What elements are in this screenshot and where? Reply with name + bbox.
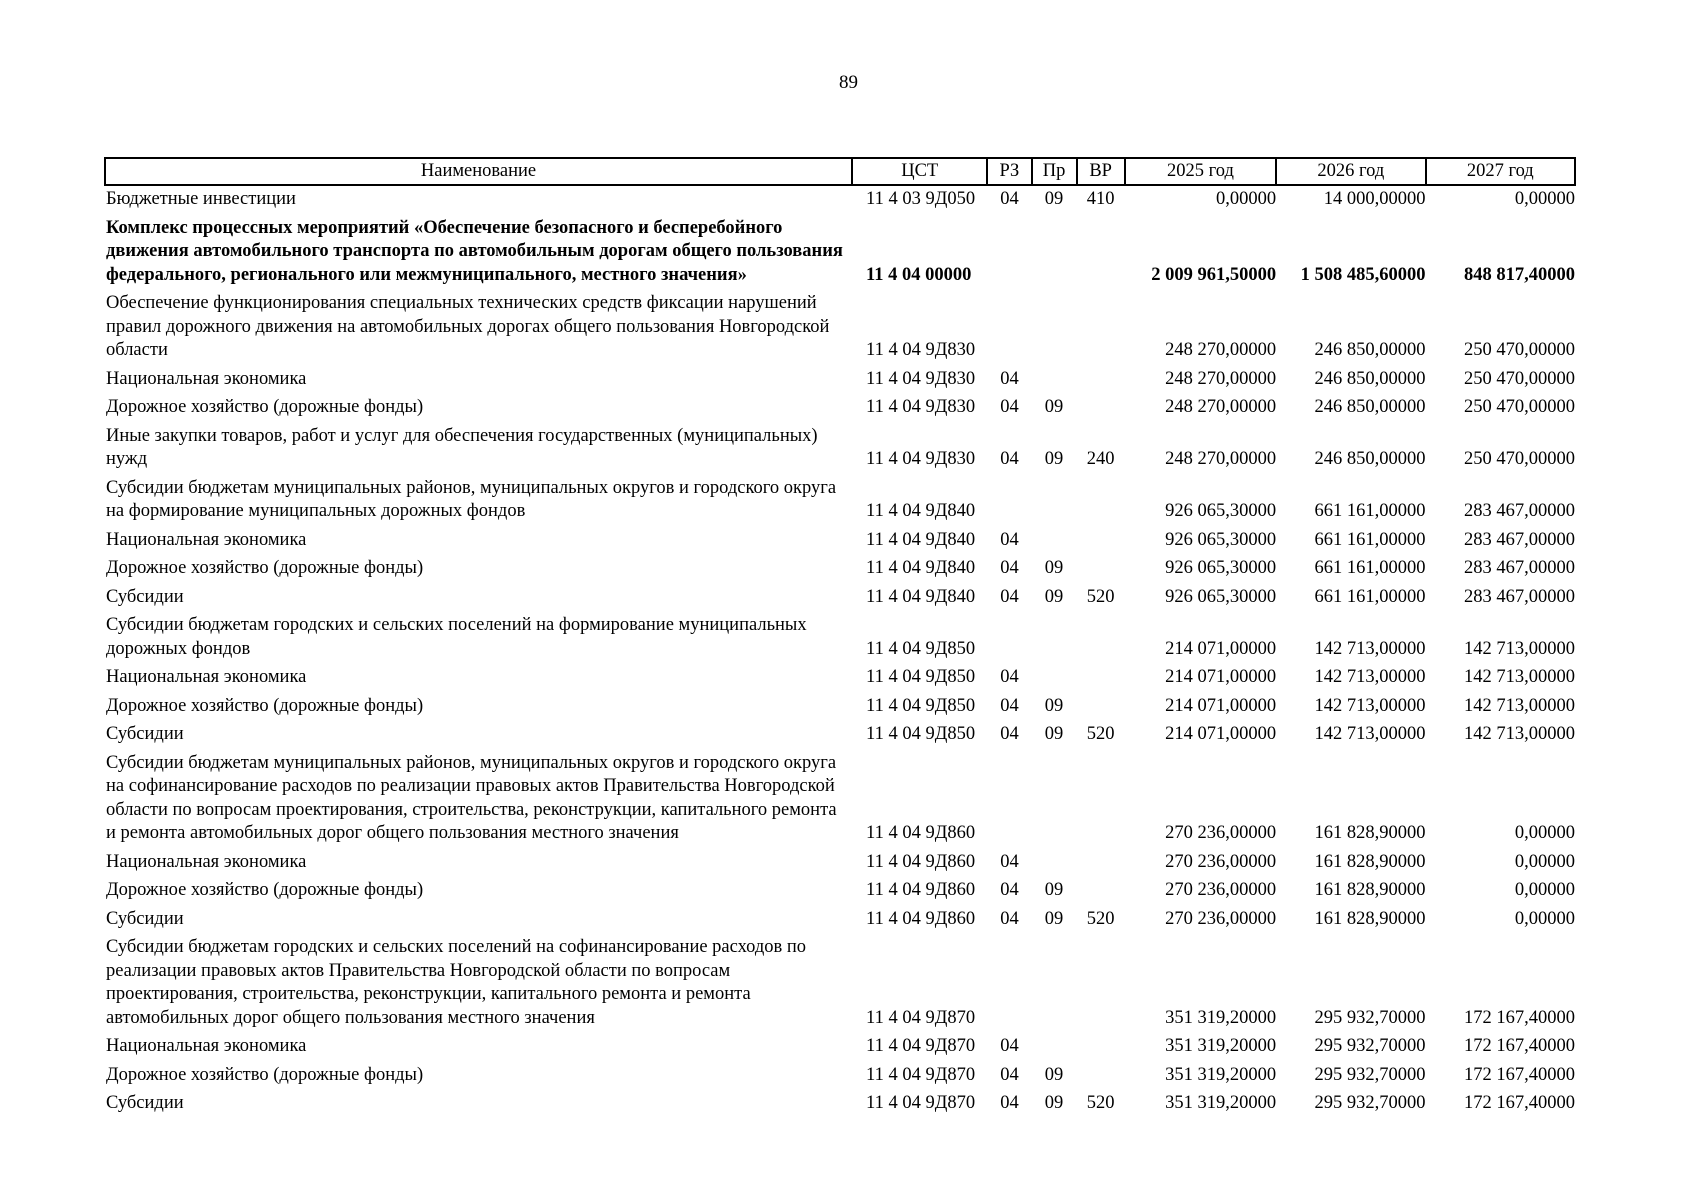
budget-table (104, 157, 1576, 1119)
table-row (105, 423, 1575, 475)
cell-2025: 926 065,30000 (1165, 586, 1277, 607)
header-2025: 2025 год (1125, 158, 1276, 185)
cell-2025: 248 270,00000 (1165, 397, 1277, 417)
cell-cst: 11 4 04 9Д850 (866, 695, 976, 716)
table-row (105, 584, 1575, 613)
cell-name: Национальная экономика (106, 529, 307, 550)
cell-2026: 142 713,00000 (1314, 695, 1426, 716)
cell-cst: 11 4 04 9Д840 (866, 501, 976, 521)
cell-2025: 248 270,00000 (1165, 449, 1277, 469)
cell-2027: 0,00000 (1514, 823, 1575, 843)
cell-name: Субсидии (106, 724, 184, 744)
cell-name: Дорожное хозяйство (дорожные фонды) (106, 558, 424, 578)
cell-vr (1077, 934, 1125, 1033)
cell-pr (1032, 290, 1077, 366)
cell-cst: 11 4 04 9Д830 (866, 449, 976, 469)
cell-pr: 09 (1044, 1093, 1064, 1113)
cell-pr: 09 (1044, 189, 1064, 209)
cell-cst: 11 4 04 9Д830 (866, 340, 976, 360)
cell-pr: 09 (1044, 449, 1064, 469)
cell-2026: 295 932,70000 (1314, 1093, 1426, 1113)
cell-name: Иные закупки товаров, работ и услуг для обеспечения государственных (муниципальных) нужд (106, 425, 818, 469)
cell-2025: 270 236,00000 (1165, 908, 1277, 929)
cell-vr: 240 (1086, 449, 1115, 469)
cell-name: Субсидии бюджетам муниципальных районов, муниципальных округов и городского округа на софинансирование расходов по реализации правовых актов Правительства Новгородской области по вопросам проектирования, строительства, реконструкции, капитального ремонта и ремонта автомобильных дорог общего пользования местного значения (106, 752, 837, 843)
cell-2026: 246 850,00000 (1314, 368, 1426, 389)
cell-2027: 250 470,00000 (1464, 397, 1575, 417)
cell-2026: 246 850,00000 (1314, 340, 1426, 360)
cell-name: Комплекс процессных мероприятий «Обеспечение безопасного и бесперебойного движения автомобильного транспорта по автомобильным дорогам общего пользования федерального, регионального или межмуниципального, местного значения» (106, 217, 843, 285)
cell-cst: 11 4 04 00000 (866, 264, 972, 285)
table-row (105, 664, 1575, 693)
cell-pr (1032, 1033, 1077, 1062)
cell-pr: 09 (1044, 1064, 1064, 1085)
cell-2027: 142 713,00000 (1464, 638, 1575, 659)
cell-cst: 11 4 04 9Д850 (866, 724, 976, 744)
cell-vr (1077, 664, 1125, 693)
cell-cst: 11 4 03 9Д050 (866, 189, 976, 209)
cell-rz: 04 (1000, 368, 1019, 389)
cell-2027: 848 817,40000 (1464, 264, 1575, 285)
cell-2026: 161 828,90000 (1314, 823, 1426, 843)
cell-cst: 11 4 04 9Д830 (866, 397, 976, 417)
cell-rz: 04 (1000, 667, 1019, 687)
cell-rz: 04 (1000, 449, 1019, 469)
cell-2026: 161 828,90000 (1314, 851, 1426, 872)
cell-2026: 295 932,70000 (1314, 1064, 1426, 1085)
cell-rz (987, 290, 1031, 366)
header-cst: ЦСТ (852, 158, 987, 185)
cell-cst: 11 4 04 9Д860 (866, 880, 976, 900)
cell-2026: 661 161,00000 (1314, 558, 1426, 578)
header-row (105, 158, 1575, 185)
cell-rz: 04 (1000, 529, 1019, 550)
cell-rz: 04 (1000, 1093, 1019, 1113)
cell-vr (1077, 366, 1125, 395)
cell-2027: 172 167,40000 (1464, 1036, 1575, 1056)
cell-vr (1077, 394, 1125, 423)
table-row (105, 366, 1575, 395)
cell-2026: 246 850,00000 (1314, 397, 1426, 417)
cell-rz: 04 (1000, 1036, 1019, 1056)
cell-pr (1032, 934, 1077, 1033)
cell-name: Субсидии (106, 1093, 184, 1113)
cell-name: Субсидии (106, 908, 184, 929)
cell-2026: 661 161,00000 (1314, 529, 1426, 550)
cell-pr: 09 (1044, 397, 1064, 417)
cell-2027: 142 713,00000 (1464, 724, 1575, 744)
cell-2026: 161 828,90000 (1314, 908, 1426, 929)
cell-name: Субсидии бюджетам муниципальных районов, муниципальных округов и городского округа на формирование муниципальных дорожных фондов (106, 477, 837, 521)
cell-pr (1032, 366, 1077, 395)
cell-2026: 1 508 485,60000 (1300, 264, 1426, 285)
cell-vr (1077, 527, 1125, 556)
cell-vr: 520 (1086, 586, 1115, 607)
cell-name: Обеспечение функционирования специальных технических средств фиксации нарушений правил дорожного движения на автомобильных дорогах общего пользования Новгородской области (106, 293, 830, 360)
cell-pr: 09 (1044, 695, 1064, 716)
cell-2025: 926 065,30000 (1165, 501, 1277, 521)
cell-cst: 11 4 04 9Д840 (866, 529, 976, 550)
cell-vr (1077, 215, 1125, 291)
table-row (105, 527, 1575, 556)
cell-name: Субсидии (106, 586, 184, 607)
cell-pr: 09 (1044, 586, 1064, 607)
cell-2025: 248 270,00000 (1165, 368, 1277, 389)
cell-2027: 0,00000 (1514, 908, 1575, 929)
cell-2025: 270 236,00000 (1165, 823, 1277, 843)
header-pr: Пр (1032, 158, 1077, 185)
cell-name: Дорожное хозяйство (дорожные фонды) (106, 397, 424, 417)
cell-name: Субсидии бюджетам городских и сельских поселений на формирование муниципальных дорожных фондов (106, 615, 807, 659)
cell-2025: 2 009 961,50000 (1151, 264, 1277, 285)
cell-rz (987, 934, 1031, 1033)
cell-cst: 11 4 04 9Д830 (866, 368, 976, 389)
cell-2027: 172 167,40000 (1464, 1064, 1575, 1085)
cell-2026: 246 850,00000 (1314, 449, 1426, 469)
cell-pr (1032, 849, 1077, 878)
table-row (105, 394, 1575, 423)
cell-rz (987, 215, 1031, 291)
cell-name: Национальная экономика (106, 1036, 307, 1056)
cell-pr (1032, 475, 1077, 527)
cell-cst: 11 4 04 9Д850 (866, 638, 976, 659)
cell-pr: 09 (1044, 880, 1064, 900)
header-2026: 2026 год (1276, 158, 1425, 185)
cell-vr: 520 (1086, 724, 1115, 744)
cell-2025: 351 319,20000 (1165, 1007, 1277, 1028)
cell-vr (1077, 612, 1125, 664)
cell-name: Субсидии бюджетам городских и сельских поселений на софинансирование расходов по реализации правовых актов Правительства Новгородской области по вопросам проектирования, строительства, реконструкции, капитального ремонта и ремонта автомобильных дорог общего пользования местного значения (106, 937, 807, 1028)
cell-vr (1077, 1033, 1125, 1062)
cell-vr (1077, 1062, 1125, 1091)
table-body (105, 185, 1575, 1119)
table-row (105, 1062, 1575, 1091)
cell-name: Национальная экономика (106, 667, 307, 687)
table-row (105, 475, 1575, 527)
cell-cst: 11 4 04 9Д860 (866, 823, 976, 843)
cell-2026: 661 161,00000 (1314, 501, 1426, 521)
cell-2026: 142 713,00000 (1314, 667, 1426, 687)
cell-name: Дорожное хозяйство (дорожные фонды) (106, 695, 424, 716)
cell-rz (987, 750, 1031, 849)
cell-cst: 11 4 04 9Д860 (866, 908, 976, 929)
cell-rz: 04 (1000, 695, 1019, 716)
cell-cst: 11 4 04 9Д850 (866, 667, 976, 687)
cell-rz: 04 (1000, 851, 1019, 872)
cell-2025: 351 319,20000 (1165, 1036, 1277, 1056)
cell-2026: 142 713,00000 (1314, 724, 1426, 744)
cell-2027: 0,00000 (1514, 851, 1575, 872)
cell-2025: 214 071,00000 (1165, 724, 1277, 744)
cell-2027: 283 467,00000 (1464, 529, 1575, 550)
cell-2027: 250 470,00000 (1464, 368, 1575, 389)
table-row (105, 693, 1575, 722)
cell-2026: 14 000,00000 (1323, 189, 1426, 209)
cell-pr (1032, 527, 1077, 556)
header-rz: РЗ (987, 158, 1031, 185)
cell-vr (1077, 750, 1125, 849)
cell-2026: 295 932,70000 (1314, 1036, 1426, 1056)
cell-rz: 04 (1000, 397, 1019, 417)
table-row (105, 721, 1575, 750)
cell-vr (1077, 693, 1125, 722)
cell-cst: 11 4 04 9Д870 (866, 1036, 976, 1056)
cell-2025: 214 071,00000 (1165, 695, 1277, 716)
page-number: 89 (839, 72, 858, 93)
cell-2027: 172 167,40000 (1464, 1093, 1575, 1113)
cell-2027: 0,00000 (1514, 880, 1575, 900)
cell-2027: 142 713,00000 (1464, 695, 1575, 716)
cell-2026: 295 932,70000 (1314, 1007, 1426, 1028)
cell-2025: 351 319,20000 (1165, 1064, 1277, 1085)
table-row (105, 1033, 1575, 1062)
cell-vr: 520 (1086, 1093, 1115, 1113)
cell-2026: 661 161,00000 (1314, 586, 1426, 607)
header-vr: ВР (1077, 158, 1125, 185)
cell-2027: 283 467,00000 (1464, 586, 1575, 607)
cell-2025: 926 065,30000 (1165, 529, 1277, 550)
cell-2025: 351 319,20000 (1165, 1093, 1277, 1113)
cell-rz (987, 475, 1031, 527)
table-row (105, 215, 1575, 291)
cell-vr (1077, 877, 1125, 906)
cell-rz: 04 (1000, 189, 1019, 209)
header-2027: 2027 год (1426, 158, 1575, 185)
cell-2027: 0,00000 (1514, 189, 1575, 209)
cell-rz: 04 (1000, 724, 1019, 744)
cell-rz: 04 (1000, 908, 1019, 929)
cell-2027: 250 470,00000 (1464, 340, 1575, 360)
cell-2027: 250 470,00000 (1464, 449, 1575, 469)
cell-rz: 04 (1000, 558, 1019, 578)
cell-vr (1077, 475, 1125, 527)
cell-pr: 09 (1044, 558, 1064, 578)
table-row (105, 185, 1575, 215)
cell-rz: 04 (1000, 880, 1019, 900)
cell-name: Дорожное хозяйство (дорожные фонды) (106, 1064, 424, 1085)
table-row (105, 1090, 1575, 1119)
cell-pr: 09 (1044, 724, 1064, 744)
cell-2026: 142 713,00000 (1314, 638, 1426, 659)
cell-name: Бюджетные инвестиции (106, 189, 296, 209)
table-row (105, 612, 1575, 664)
cell-pr: 09 (1044, 908, 1064, 929)
cell-name: Дорожное хозяйство (дорожные фонды) (106, 880, 424, 900)
cell-2026: 161 828,90000 (1314, 880, 1426, 900)
cell-cst: 11 4 04 9Д870 (866, 1093, 976, 1113)
cell-pr (1032, 612, 1077, 664)
cell-rz: 04 (1000, 586, 1019, 607)
cell-name: Национальная экономика (106, 368, 307, 389)
cell-2025: 0,00000 (1216, 189, 1277, 209)
cell-pr (1032, 215, 1077, 291)
cell-rz (987, 612, 1031, 664)
table-row (105, 849, 1575, 878)
cell-vr (1077, 555, 1125, 584)
cell-2027: 283 467,00000 (1464, 558, 1575, 578)
table-header (105, 158, 1575, 185)
cell-2027: 142 713,00000 (1464, 667, 1575, 687)
cell-2025: 214 071,00000 (1165, 638, 1277, 659)
table-row (105, 934, 1575, 1033)
cell-pr (1032, 664, 1077, 693)
cell-name: Национальная экономика (106, 851, 307, 872)
cell-vr: 410 (1086, 189, 1115, 209)
cell-2027: 283 467,00000 (1464, 501, 1575, 521)
cell-2025: 270 236,00000 (1165, 880, 1277, 900)
cell-2025: 248 270,00000 (1165, 340, 1277, 360)
cell-vr: 520 (1086, 908, 1115, 929)
cell-cst: 11 4 04 9Д840 (866, 586, 976, 607)
cell-cst: 11 4 04 9Д860 (866, 851, 976, 872)
table-row (105, 877, 1575, 906)
cell-2025: 214 071,00000 (1165, 667, 1277, 687)
cell-vr (1077, 290, 1125, 366)
table-row (105, 290, 1575, 366)
cell-cst: 11 4 04 9Д870 (866, 1007, 976, 1028)
table-row (105, 750, 1575, 849)
cell-2025: 926 065,30000 (1165, 558, 1277, 578)
cell-2025: 270 236,00000 (1165, 851, 1277, 872)
cell-cst: 11 4 04 9Д870 (866, 1064, 976, 1085)
table-row (105, 555, 1575, 584)
cell-rz: 04 (1000, 1064, 1019, 1085)
cell-2027: 172 167,40000 (1464, 1007, 1575, 1028)
header-name: Наименование (105, 158, 852, 185)
cell-vr (1077, 849, 1125, 878)
table-row (105, 906, 1575, 935)
cell-cst: 11 4 04 9Д840 (866, 558, 976, 578)
cell-pr (1032, 750, 1077, 849)
